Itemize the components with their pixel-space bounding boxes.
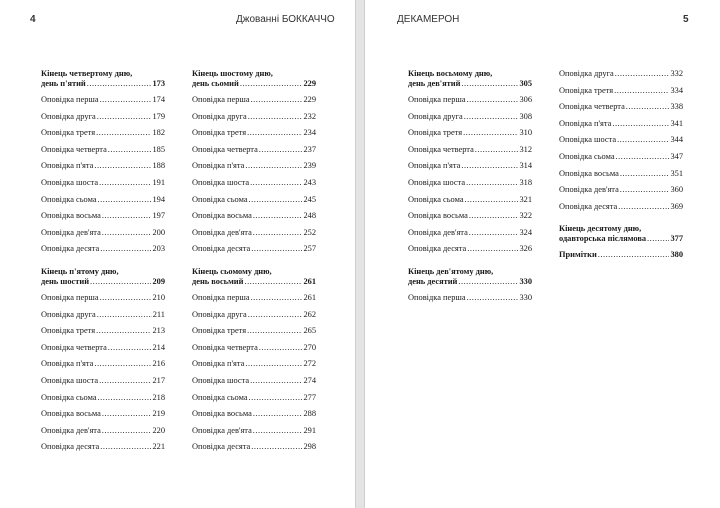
page-number: 188 xyxy=(152,161,165,171)
leader-dots xyxy=(626,102,670,112)
leader-dots xyxy=(463,128,518,138)
entry-label: Оповідка друга xyxy=(192,111,247,121)
page-number: 173 xyxy=(152,79,165,88)
leader-dots xyxy=(247,326,302,336)
toc-entry[interactable] xyxy=(408,244,532,261)
entry-label: Оповідка п'ята xyxy=(192,161,245,171)
section-title-line1: Кінець п'ятому дню, xyxy=(41,266,119,276)
entry-label: Оповідка дев'ята xyxy=(408,227,468,237)
toc-entry[interactable] xyxy=(192,393,316,410)
leader-dots xyxy=(248,310,303,320)
toc-entry[interactable] xyxy=(192,195,316,212)
toc-entry[interactable] xyxy=(559,102,683,119)
entry-label: Оповідка п'ята xyxy=(41,359,94,369)
toc-entry[interactable] xyxy=(41,112,165,129)
leader-dots xyxy=(251,293,303,303)
toc-entry[interactable] xyxy=(192,326,316,343)
entry-label: Оповідка десята xyxy=(41,442,100,452)
entry-label: Оповідка сьома xyxy=(192,194,248,204)
entry-label: Оповідка шоста xyxy=(41,177,99,187)
page-number: 216 xyxy=(152,359,165,369)
page-number: 200 xyxy=(152,227,165,237)
entry-label: Оповідка десята xyxy=(41,244,100,254)
leader-dots xyxy=(253,228,303,238)
toc-entry[interactable] xyxy=(192,128,316,145)
page-number: 232 xyxy=(303,111,316,121)
toc-entry[interactable] xyxy=(41,195,165,212)
page-number: 261 xyxy=(303,292,316,302)
page-number: 306 xyxy=(519,95,532,104)
toc-section-heading[interactable] xyxy=(192,267,316,287)
entry-label: Оповідка перша xyxy=(408,95,466,104)
entry-label: Оповідка друга xyxy=(41,111,96,121)
section-title-line1: Кінець дев'ятому дню, xyxy=(408,266,494,276)
leader-dots xyxy=(247,128,302,138)
leader-dots xyxy=(616,152,670,162)
page-number: 347 xyxy=(670,151,683,161)
toc-entry[interactable] xyxy=(41,393,165,410)
leader-dots xyxy=(94,359,151,369)
page-number: 277 xyxy=(303,392,316,402)
entry-label: Оповідка сьома xyxy=(41,392,97,402)
right-page-number: 5 xyxy=(683,14,689,25)
section-title-line1: Кінець десятому дню, xyxy=(559,224,642,234)
toc-entry[interactable] xyxy=(41,310,165,327)
page-number: 243 xyxy=(303,177,316,187)
leader-dots xyxy=(102,409,152,419)
leader-dots xyxy=(620,185,670,195)
leader-dots xyxy=(102,228,152,238)
entry-label: Оповідка дев'ята xyxy=(192,425,252,435)
entry-label: Оповідка шоста xyxy=(192,375,250,385)
section-title-line1: Кінець четвертому дню, xyxy=(41,69,133,78)
toc-entry[interactable] xyxy=(559,202,683,219)
leader-dots xyxy=(90,277,151,287)
leader-dots xyxy=(615,69,670,79)
leader-dots xyxy=(620,169,670,179)
entry-label: Оповідка п'ята xyxy=(408,161,461,171)
entry-label: Оповідка восьма xyxy=(559,168,619,178)
page-number: 310 xyxy=(519,128,532,138)
page-number: 245 xyxy=(303,194,316,204)
entry-label: Оповідка восьма xyxy=(41,211,101,221)
notes-label: Примітки xyxy=(559,250,597,260)
leader-dots xyxy=(647,234,669,244)
leader-dots xyxy=(244,277,302,287)
toc-entry[interactable] xyxy=(192,376,316,393)
toc-entry[interactable] xyxy=(41,145,165,162)
section-title-line2: день сьомий xyxy=(192,79,239,88)
leader-dots xyxy=(458,277,518,287)
toc-entry[interactable] xyxy=(41,128,165,145)
page-number: 174 xyxy=(152,95,165,104)
entry-label: Оповідка друга xyxy=(41,309,96,319)
leader-dots xyxy=(465,195,519,205)
toc-section-heading[interactable] xyxy=(408,69,532,89)
entry-label: Оповідка перша xyxy=(408,292,466,302)
entry-label: Оповідка третя xyxy=(41,128,96,138)
entry-label: Оповідка перша xyxy=(192,95,250,104)
page-number: 252 xyxy=(303,227,316,237)
toc-entry[interactable] xyxy=(559,86,683,103)
entry-label: Оповідка восьма xyxy=(192,409,252,419)
section-title-line2: день шостий xyxy=(41,276,90,286)
toc-entry[interactable] xyxy=(41,228,165,245)
leader-dots xyxy=(98,393,152,403)
toc-entry[interactable] xyxy=(41,326,165,343)
toc-entry[interactable] xyxy=(559,119,683,136)
leader-dots xyxy=(94,161,151,171)
leader-dots xyxy=(253,409,303,419)
entry-label: Оповідка десята xyxy=(192,442,251,452)
entry-label: Оповідка перша xyxy=(41,292,99,302)
toc-column xyxy=(559,69,683,266)
left-page xyxy=(0,0,356,508)
leader-dots xyxy=(250,178,302,188)
entry-label: Оповідка дев'ята xyxy=(41,425,101,435)
page-number: 194 xyxy=(152,194,165,204)
toc-entry[interactable] xyxy=(559,152,683,169)
leader-dots xyxy=(464,112,519,122)
page-number: 324 xyxy=(519,227,532,237)
page-number: 321 xyxy=(519,194,532,204)
right-running-header: ДЕКАМЕРОН xyxy=(397,14,460,25)
toc-entry[interactable] xyxy=(41,376,165,393)
toc-entry[interactable] xyxy=(41,426,165,443)
entry-label: Оповідка шоста xyxy=(192,177,250,187)
toc-column xyxy=(408,69,532,310)
entry-label: Оповідка перша xyxy=(41,95,99,104)
toc-entry[interactable] xyxy=(408,293,532,310)
toc-entry[interactable] xyxy=(192,161,316,178)
entry-label: Оповідка п'ята xyxy=(192,359,245,369)
toc-entry[interactable] xyxy=(41,161,165,178)
page-number: 265 xyxy=(303,326,316,336)
leader-dots xyxy=(251,442,302,452)
leader-dots xyxy=(102,426,152,436)
leader-dots xyxy=(614,86,669,96)
toc-entry[interactable] xyxy=(192,442,316,459)
toc-entry[interactable] xyxy=(408,161,532,178)
section-title-line2: день восьмий xyxy=(192,276,244,286)
section-title-line2: одавторська післямова xyxy=(559,234,647,244)
toc-section-heading[interactable] xyxy=(41,69,165,89)
page-number: 217 xyxy=(152,375,165,385)
toc-entry[interactable] xyxy=(408,145,532,162)
page-number: 237 xyxy=(303,144,316,154)
leader-dots xyxy=(108,145,152,155)
leader-dots xyxy=(100,244,151,254)
page-number: 312 xyxy=(519,144,532,154)
entry-label: Оповідка дев'ята xyxy=(192,227,252,237)
leader-dots xyxy=(96,128,151,138)
section-title-line1: Кінець сьомому дню, xyxy=(192,266,272,276)
entry-label: Оповідка шоста xyxy=(408,177,466,187)
left-running-header: Джованні БОККАЧЧО xyxy=(236,14,335,25)
leader-dots xyxy=(467,95,519,105)
page-number: 360 xyxy=(670,185,683,195)
page-number: 305 xyxy=(519,79,532,88)
page-number: 262 xyxy=(303,309,316,319)
toc-section-heading[interactable] xyxy=(41,267,165,287)
entry-label: Оповідка сьома xyxy=(408,194,464,204)
leader-dots xyxy=(96,326,151,336)
toc-entry[interactable] xyxy=(408,128,532,145)
page-number: 248 xyxy=(303,211,316,221)
page-number: 261 xyxy=(303,276,316,286)
page-number: 182 xyxy=(152,128,165,138)
entry-label: Оповідка четверта xyxy=(41,144,107,154)
entry-label: Оповідка восьма xyxy=(41,409,101,419)
page-number: 288 xyxy=(303,409,316,419)
page-number: 272 xyxy=(303,359,316,369)
leader-dots xyxy=(617,135,669,145)
toc-section-heading[interactable] xyxy=(559,224,683,244)
entry-label: Оповідка сьома xyxy=(192,392,248,402)
page-number: 214 xyxy=(152,342,165,352)
page-number: 318 xyxy=(519,177,532,187)
page-number: 351 xyxy=(670,168,683,178)
leader-dots xyxy=(100,95,152,105)
page-number: 270 xyxy=(303,342,316,352)
page-number: 209 xyxy=(152,276,165,286)
leader-dots xyxy=(97,112,152,122)
right-page xyxy=(364,0,720,508)
toc-entry[interactable] xyxy=(408,195,532,212)
leader-dots xyxy=(259,343,303,353)
toc-entry[interactable] xyxy=(41,293,165,310)
leader-dots xyxy=(475,145,519,155)
entry-label: Оповідка дев'ята xyxy=(559,185,619,195)
toc-entry[interactable] xyxy=(408,211,532,228)
entry-label: Оповідка десята xyxy=(559,201,618,211)
page-number: 220 xyxy=(152,425,165,435)
page-number: 229 xyxy=(303,79,316,88)
leader-dots xyxy=(108,343,152,353)
leader-dots xyxy=(618,202,669,212)
leader-dots xyxy=(99,178,151,188)
entry-label: Оповідка четверта xyxy=(559,102,625,112)
toc-entry[interactable] xyxy=(192,95,316,112)
page-number: 332 xyxy=(670,69,683,78)
page-number: 203 xyxy=(152,244,165,254)
page-number: 380 xyxy=(670,250,683,260)
toc-entry[interactable] xyxy=(41,95,165,112)
leader-dots xyxy=(253,211,303,221)
page-number: 314 xyxy=(519,161,532,171)
page-number: 274 xyxy=(303,375,316,385)
entry-label: Оповідка перша xyxy=(192,292,250,302)
page-number: 308 xyxy=(519,111,532,121)
leader-dots xyxy=(245,161,302,171)
toc-column xyxy=(192,69,316,459)
toc-entry[interactable] xyxy=(192,112,316,129)
toc-notes-heading[interactable] xyxy=(559,250,683,260)
leader-dots xyxy=(97,310,152,320)
leader-dots xyxy=(102,211,152,221)
page-number: 291 xyxy=(303,425,316,435)
page-number: 330 xyxy=(519,292,532,302)
leader-dots xyxy=(251,244,302,254)
entry-label: Оповідка шоста xyxy=(41,375,99,385)
toc-entry[interactable] xyxy=(192,409,316,426)
entry-label: Оповідка друга xyxy=(559,69,614,78)
leader-dots xyxy=(249,195,303,205)
toc-entry[interactable] xyxy=(41,343,165,360)
page-number: 369 xyxy=(670,201,683,211)
entry-label: Оповідка сьома xyxy=(41,194,97,204)
entry-label: Оповідка четверта xyxy=(192,342,258,352)
page-number: 341 xyxy=(670,118,683,128)
page-number: 334 xyxy=(670,85,683,95)
leader-dots xyxy=(259,145,303,155)
page-number: 221 xyxy=(152,442,165,452)
leader-dots xyxy=(461,79,518,89)
toc-entry[interactable] xyxy=(192,426,316,443)
page-number: 257 xyxy=(303,244,316,254)
toc-entry[interactable] xyxy=(41,359,165,376)
toc-entry[interactable] xyxy=(559,69,683,86)
entry-label: Оповідка десята xyxy=(192,244,251,254)
leader-dots xyxy=(469,211,519,221)
section-title-line2: день десятий xyxy=(408,276,458,286)
entry-label: Оповідка восьма xyxy=(408,211,468,221)
leader-dots xyxy=(100,293,152,303)
page-number: 179 xyxy=(152,111,165,121)
toc-entry[interactable] xyxy=(192,343,316,360)
leader-dots xyxy=(249,393,303,403)
page-number: 234 xyxy=(303,128,316,138)
section-title-line1: Кінець шостому дню, xyxy=(192,69,273,78)
toc-entry[interactable] xyxy=(41,442,165,459)
page-number: 344 xyxy=(670,135,683,145)
section-title-line2: день дев'ятий xyxy=(408,79,461,88)
leader-dots xyxy=(99,376,151,386)
page-number: 298 xyxy=(303,442,316,452)
entry-label: Оповідка третя xyxy=(408,128,463,138)
leader-dots xyxy=(98,195,152,205)
toc-section-heading[interactable] xyxy=(408,267,532,287)
leader-dots xyxy=(248,112,303,122)
section-title-line2: день п'ятий xyxy=(41,79,86,88)
leader-dots xyxy=(253,426,303,436)
toc-section-heading[interactable] xyxy=(192,69,316,89)
leader-dots xyxy=(240,79,303,89)
entry-label: Оповідка третя xyxy=(41,326,96,336)
page-number: 229 xyxy=(303,95,316,104)
toc-entry[interactable] xyxy=(559,135,683,152)
page-number: 210 xyxy=(152,292,165,302)
toc-entry[interactable] xyxy=(192,293,316,310)
entry-label: Оповідка десята xyxy=(408,244,467,254)
toc-entry[interactable] xyxy=(192,211,316,228)
leader-dots xyxy=(467,293,519,303)
toc-entry[interactable] xyxy=(41,244,165,261)
toc-entry[interactable] xyxy=(192,228,316,245)
toc-entry[interactable] xyxy=(41,178,165,195)
leader-dots xyxy=(251,95,303,105)
toc-entry[interactable] xyxy=(408,95,532,112)
toc-entry[interactable] xyxy=(559,185,683,202)
leader-dots xyxy=(461,161,518,171)
toc-entry[interactable] xyxy=(408,228,532,245)
toc-column xyxy=(41,69,165,459)
entry-label: Оповідка п'ята xyxy=(559,118,612,128)
entry-label: Оповідка друга xyxy=(408,111,463,121)
toc-entry[interactable] xyxy=(408,112,532,129)
toc-entry[interactable] xyxy=(192,244,316,261)
entry-label: Оповідка дев'ята xyxy=(41,227,101,237)
entry-label: Оповідка четверта xyxy=(41,342,107,352)
page-number: 377 xyxy=(670,234,683,244)
entry-label: Оповідка третя xyxy=(192,326,247,336)
page-number: 211 xyxy=(152,309,165,319)
entry-label: Оповідка п'ята xyxy=(41,161,94,171)
toc-entry[interactable] xyxy=(41,409,165,426)
leader-dots xyxy=(100,442,151,452)
entry-label: Оповідка третя xyxy=(559,85,614,95)
page-number: 322 xyxy=(519,211,532,221)
leader-dots xyxy=(87,79,152,89)
toc-entry[interactable] xyxy=(192,178,316,195)
book-gutter xyxy=(356,0,364,508)
page-number: 191 xyxy=(152,177,165,187)
entry-label: Оповідка четверта xyxy=(192,144,258,154)
entry-label: Оповідка восьма xyxy=(192,211,252,221)
page-number: 185 xyxy=(152,144,165,154)
entry-label: Оповідка третя xyxy=(192,128,247,138)
leader-dots xyxy=(467,244,518,254)
toc-entry[interactable] xyxy=(192,359,316,376)
page-number: 218 xyxy=(152,392,165,402)
leader-dots xyxy=(469,228,519,238)
leader-dots xyxy=(245,359,302,369)
leader-dots xyxy=(598,250,670,260)
toc-entry[interactable] xyxy=(408,178,532,195)
page-number: 330 xyxy=(519,276,532,286)
entry-label: Оповідка шоста xyxy=(559,135,617,145)
toc-entry[interactable] xyxy=(559,169,683,186)
page-number: 213 xyxy=(152,326,165,336)
leader-dots xyxy=(612,119,669,129)
left-page-number: 4 xyxy=(30,14,36,25)
leader-dots xyxy=(466,178,518,188)
page-number: 239 xyxy=(303,161,316,171)
page-number: 219 xyxy=(152,409,165,419)
section-title-line1: Кінець восьмому дню, xyxy=(408,69,493,78)
entry-label: Оповідка сьома xyxy=(559,151,615,161)
toc-entry[interactable] xyxy=(192,310,316,327)
toc-entry[interactable] xyxy=(192,145,316,162)
page-number: 338 xyxy=(670,102,683,112)
page-number: 326 xyxy=(519,244,532,254)
page-number: 197 xyxy=(152,211,165,221)
toc-entry[interactable] xyxy=(41,211,165,228)
entry-label: Оповідка четверта xyxy=(408,144,474,154)
entry-label: Оповідка друга xyxy=(192,309,247,319)
leader-dots xyxy=(250,376,302,386)
